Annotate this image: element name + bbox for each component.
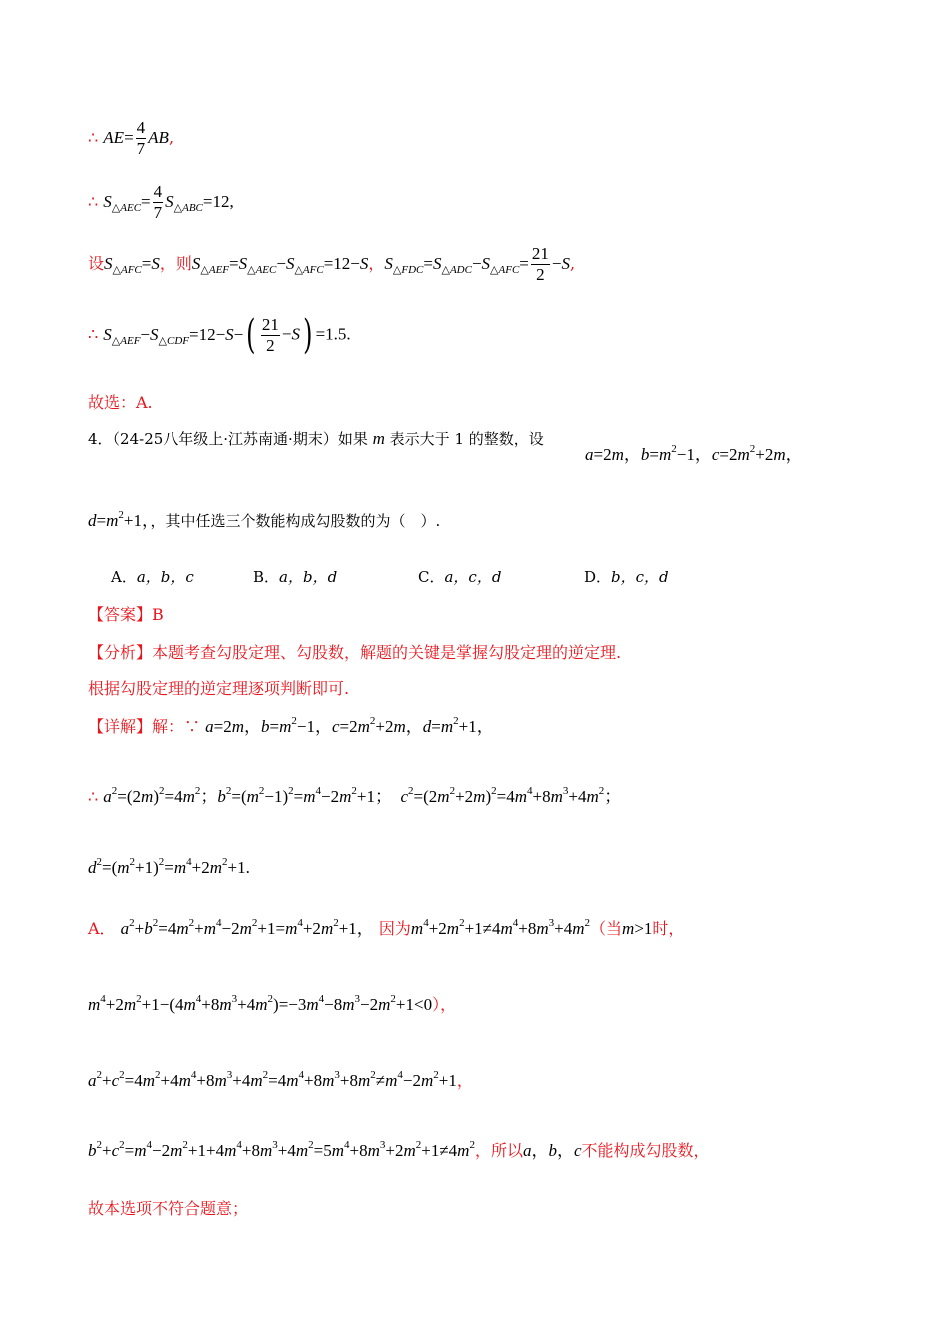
question-definitions: a=2m，$b=m^2-1$，$c=2m^2+2m$， bbox=[585, 443, 803, 464]
option-b[interactable]: B．a，b，d bbox=[253, 568, 338, 586]
detail-line-2: ∴ $a^2=(2m)^2=4m^2$；$b^2=(m^2-1)^2=m^4-2m^2+1$； $c^2=(2m^2+2m)^2=4m^4+8m^3+4m^2$； bbox=[88, 785, 622, 806]
solution-line-4: ∴ $S_{\triangle AEF}-S_{\triangle CDF}=12-S-$( $\frac{21}{2}$ −S) =1.5. bbox=[88, 312, 351, 358]
detail-line-7: $b^2+c^2=m^4-2m^2+1+4m^4+8m^3+4m^2=5m^4+8m^3+2m^2+1\ne 4m^2$，所以a，b，c不能构成勾股数， bbox=[88, 1139, 710, 1160]
detail-line-6: $a^2+c^2=4m^2+4m^4+8m^3+4m^2=4m^4+8m^3+8m^2\ne m^4-2m^2+1$， bbox=[88, 1069, 473, 1090]
detail-line-1: 【详解】解：∵ a=2m，$b=m^2-1$，$c=2m^2+2m$，$d=m^2+1$， bbox=[88, 715, 494, 736]
solution-line-3: 设$S_{\triangle AFC}=S$，则$S_{\triangle AEF}=S_{\triangle AEC}-S_{\triangle AFC}=12-S$，$S_{\triangle FDC}=S_{\triangle ADC}-S_{\triangle AFC}=$ $\frac{21}{2}$ −S, bbox=[88, 244, 576, 284]
conclusion-line: 故选：A. bbox=[88, 393, 153, 412]
detail-line-5: $m^4+2m^2+1-(4m^4+8m^3+4m^2)=-3m^4-8m^3-2m^2+1<0$）， bbox=[88, 993, 457, 1014]
question-definitions-2: $d=m^2+1$，，其中任选三个数能构成勾股数的为（ ）. bbox=[88, 509, 441, 530]
option-c[interactable]: C．a，c，d bbox=[418, 568, 502, 586]
therefore-symbol: ∴ bbox=[88, 128, 99, 147]
analysis-line: 【分析】本题考查勾股定理、勾股数，解题的关键是掌握勾股定理的逆定理. bbox=[88, 643, 622, 662]
analysis-line-2: 根据勾股定理的逆定理逐项判断即可. bbox=[88, 679, 350, 698]
detail-line-3: $d^2=(m^2+1)^2=m^4+2m^2+1$. bbox=[88, 856, 250, 877]
answer-line: 【答案】B bbox=[88, 605, 164, 624]
option-a[interactable]: A．a，b，c bbox=[111, 568, 194, 586]
solution-line-1: ∴ AE= $\frac{4}{7}$ AB, bbox=[88, 118, 175, 158]
question-stem: 4．（24-25八年级上·江苏南通·期末）如果 m 表示大于 1 的整数，设 bbox=[88, 429, 544, 448]
detail-final: 故本选项不符合题意； bbox=[88, 1199, 249, 1218]
solution-line-2: ∴ $S_{\triangle AEC}=$ $\frac{4}{7}$ $S_{\triangle ABC}=12$, bbox=[88, 182, 234, 222]
detail-line-4: A． $a^2+b^2=4m^2+m^4-2m^2+1=m^4+2m^2+1$， 因为$m^4+2m^2+1\ne 4m^4+8m^3+4m^2$（当m>1时， bbox=[88, 917, 685, 938]
option-d[interactable]: D．b，c，d bbox=[584, 568, 669, 586]
